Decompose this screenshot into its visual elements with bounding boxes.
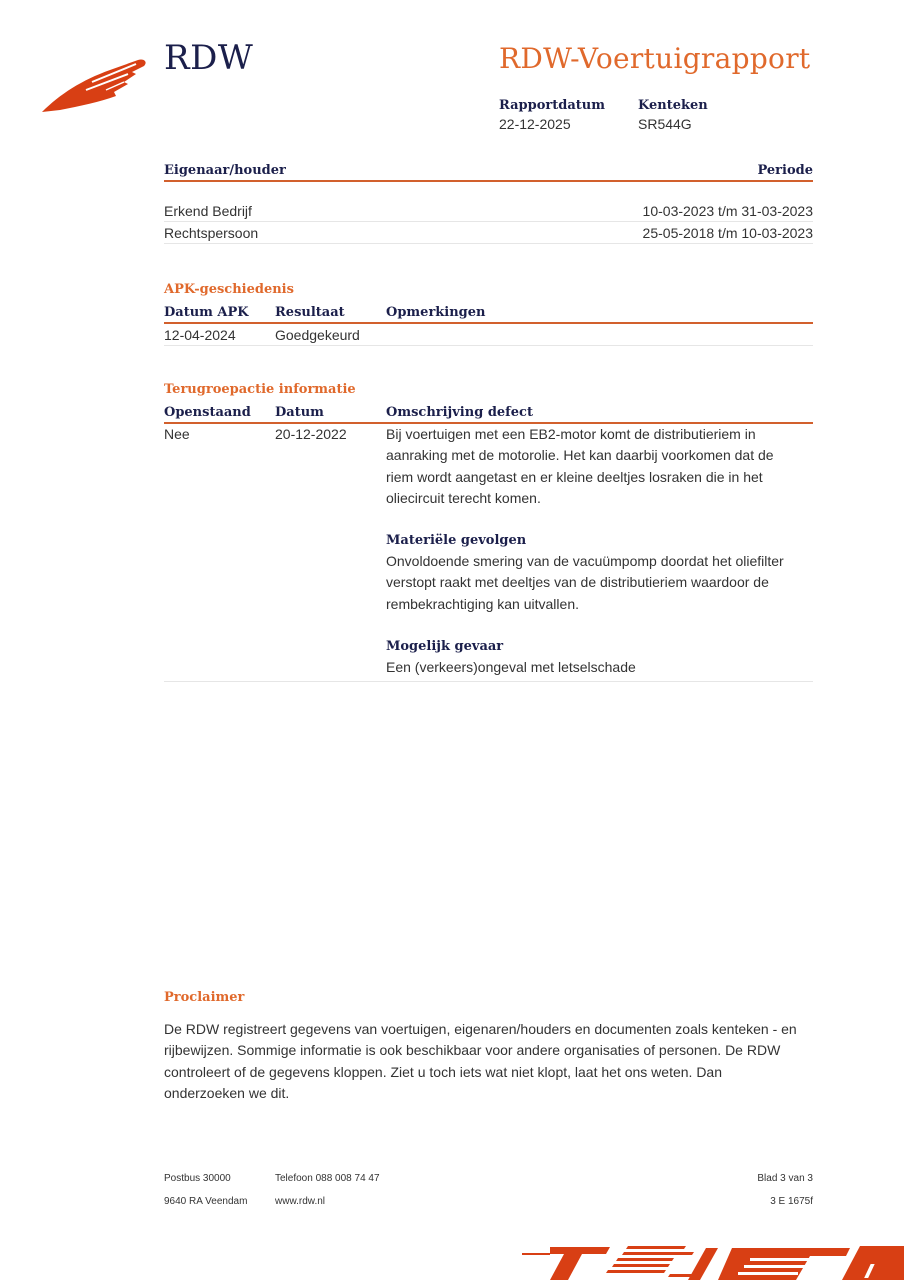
recall-table-header	[164, 400, 813, 424]
recall-details	[386, 424, 813, 678]
recall-open: Nee	[164, 426, 190, 442]
footer-document-code: 3 E 1675f	[770, 1196, 813, 1207]
proclaimer-text: De RDW registreert gegevens van voertuigen, eigenaren/houders en documenten zoals kenteken - en rijbewijzen. Sommige informatie is ook beschikbaar voor andere organisaties of personen. De RDW controleert of de gegevens kloppen. Ziet u toch iets wat niet klopt, laat het ons weten. Dan onderzoeken we dit.	[164, 1021, 797, 1101]
proclaimer-title: Proclaimer	[164, 990, 245, 1005]
license-plate-value: SR544G	[638, 116, 692, 132]
meta-license-plate	[638, 98, 708, 132]
rdw-logo-icon	[40, 58, 148, 114]
recall-section	[164, 382, 813, 682]
consequences-text: Onvoldoende smering van de vacuümpomp doordat het oliefilter verstopt raakt met deeltjes van de distributieriem waardoor de rembekrachtiging kan uitvallen.	[386, 553, 784, 612]
apk-result: Goedgekeurd	[275, 326, 360, 343]
footer-address-line2: 9640 RA Veendam	[164, 1196, 248, 1207]
table-row	[164, 324, 813, 346]
footer-page-number: Blad 3 van 3	[757, 1173, 813, 1184]
column-owner: Eigenaar/houder	[164, 163, 286, 178]
footer-address-line1: Postbus 30000	[164, 1173, 231, 1184]
table-row	[164, 424, 813, 682]
owners-table-header	[164, 158, 813, 182]
danger-text: Een (verkeers)ongeval met letselschade	[386, 659, 636, 676]
defect-description: Bij voertuigen met een EB2-motor komt de distributieriem in aanraking met de motorolie. Het kan daarbij voorkomen dat de riem wordt aangetast en er kleine deeltjes losraken die in het oliecircuit terecht komen.	[386, 426, 774, 506]
column-remarks: Opmerkingen	[386, 305, 486, 320]
recall-section-title: Terugroepactie informatie	[164, 382, 356, 397]
column-result: Resultaat	[275, 305, 345, 320]
owner-name: Erkend Bedrijf	[164, 202, 252, 219]
report-date-value: 22-12-2025	[499, 116, 571, 132]
column-open: Openstaand	[164, 405, 251, 420]
license-plate-label: Kenteken	[638, 98, 708, 113]
apk-table-header	[164, 300, 813, 324]
owner-period: 25-05-2018 t/m 10-03-2023	[642, 224, 813, 241]
rdw-logo-text: RDW	[164, 38, 254, 78]
report-date-label: Rapportdatum	[499, 98, 605, 113]
apk-date: 12-04-2024	[164, 326, 236, 343]
table-row	[164, 200, 813, 222]
danger-label: Mogelijk gevaar	[386, 639, 504, 655]
table-row	[164, 222, 813, 244]
column-date: Datum	[275, 405, 324, 420]
apk-section-title: APK-geschiedenis	[164, 282, 294, 297]
meta-report-date	[499, 98, 605, 132]
owner-name: Rechtspersoon	[164, 224, 259, 241]
footer-website-link[interactable]: www.rdw.nl	[275, 1196, 326, 1207]
proclaimer-section	[164, 990, 813, 1104]
recall-date: 20-12-2022	[275, 426, 347, 442]
apk-section	[164, 282, 813, 346]
owner-period: 10-03-2023 t/m 31-03-2023	[642, 202, 813, 219]
owners-table	[164, 158, 813, 244]
column-defect-description: Omschrijving defect	[386, 405, 533, 420]
column-period: Periode	[757, 163, 813, 178]
decorative-stripes-icon	[510, 1244, 904, 1280]
column-apk-date: Datum APK	[164, 305, 249, 320]
report-title: RDW-Voertuigrapport	[499, 42, 811, 75]
consequences-label: Materiële gevolgen	[386, 533, 527, 549]
footer-phone: Telefoon 088 008 74 47	[275, 1173, 380, 1184]
